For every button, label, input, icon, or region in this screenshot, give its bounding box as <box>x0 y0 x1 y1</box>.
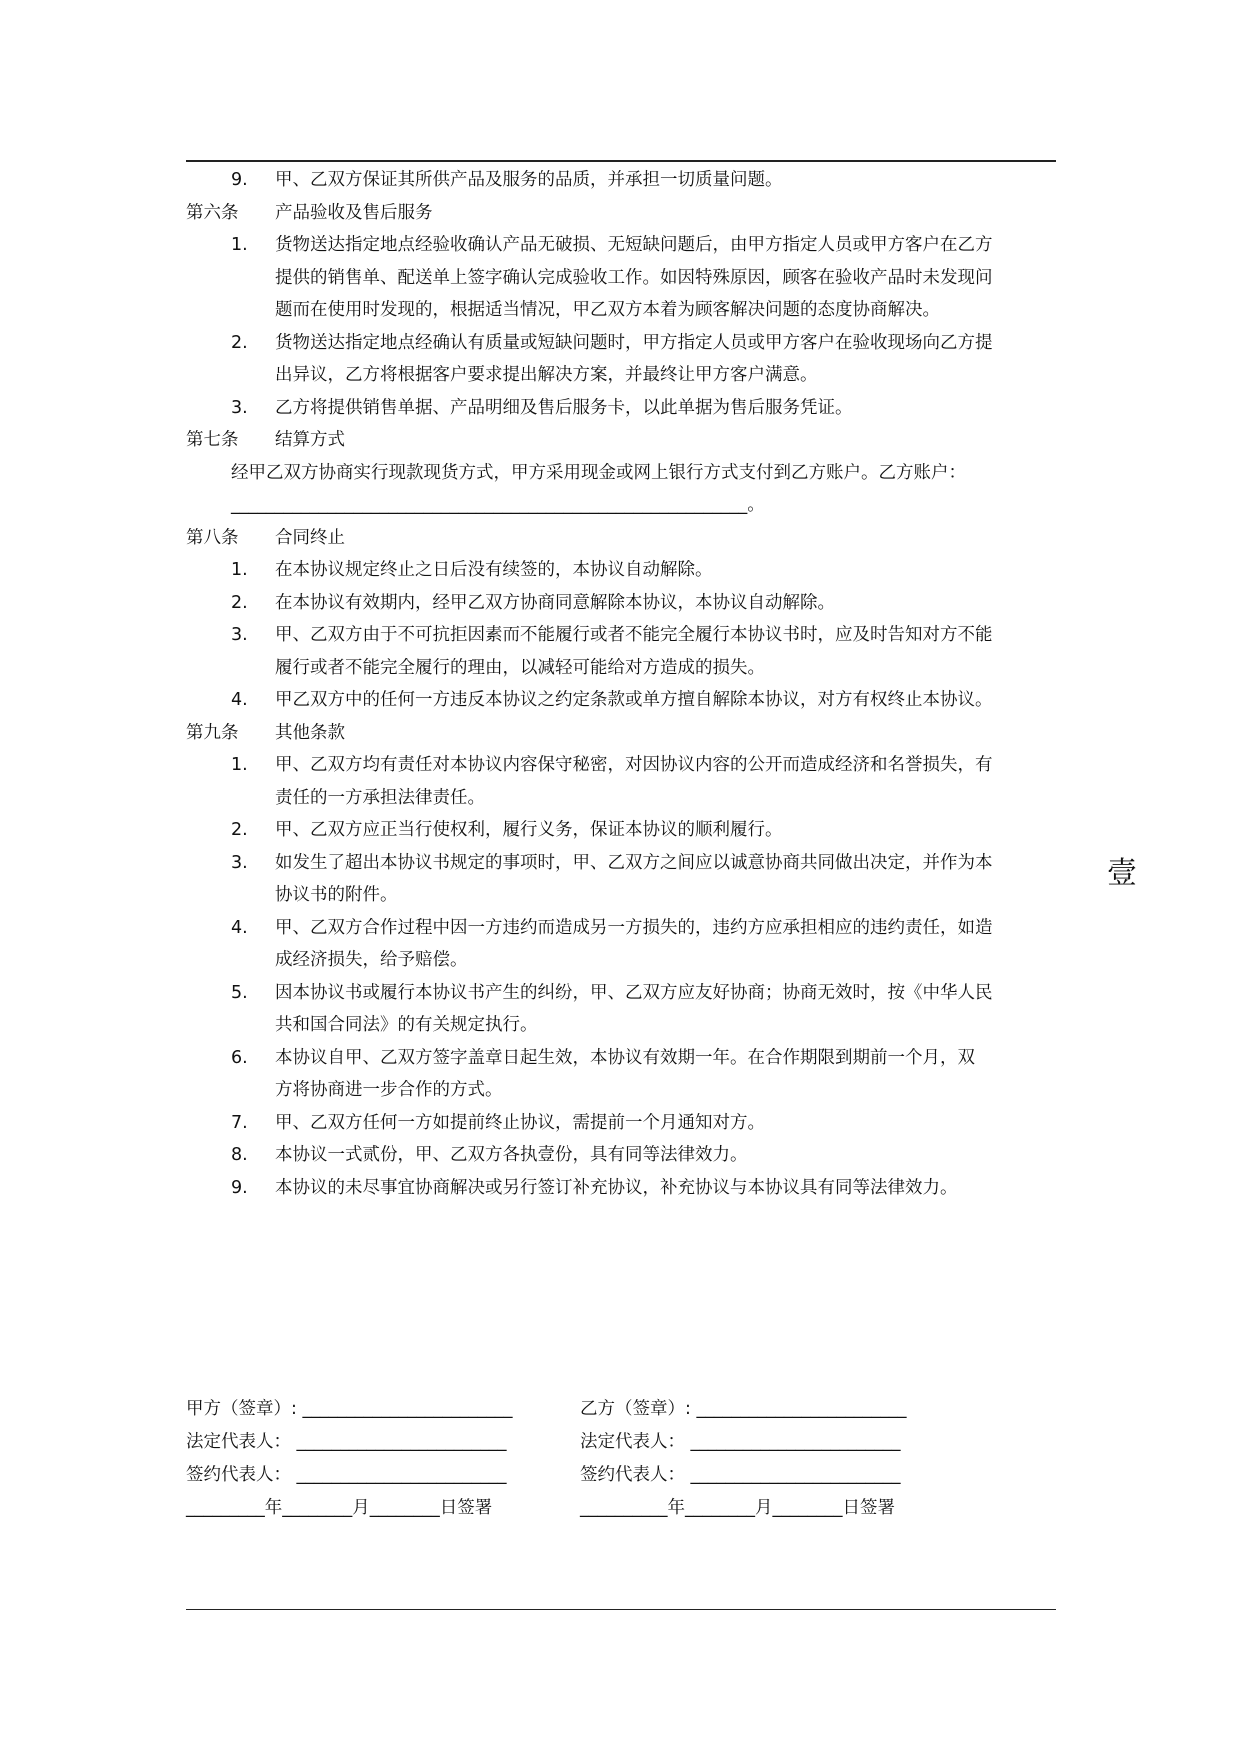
clause-continuation <box>186 359 1058 392</box>
item-number: 3. <box>231 397 248 418</box>
clause-item <box>186 554 1058 587</box>
item-text: 提供的销售单、配送单上签字确认完成验收工作。如因特殊原因，顾客在验收产品时未发现问 <box>275 267 993 288</box>
item-text: 甲、乙双方由于不可抗拒因素而不能履行或者不能完全履行本协议书时，应及时告知对方不能 <box>275 625 993 645</box>
article-number: 第八条 <box>186 527 239 548</box>
article-heading-6 <box>186 197 1058 230</box>
item-text: 因本协议书或履行本协议书产生的纠纷，甲、乙双方应友好协商；协商无效时，按《中华人民 <box>275 982 993 1003</box>
clause-item <box>186 392 1058 425</box>
party-a-legal-rep-field[interactable]: 法定代表人： ________________________ <box>186 1432 507 1452</box>
signature-block-party-b <box>580 1393 906 1525</box>
item-text: 在本协议有效期内，经甲乙双方协商同意解除本协议，本协议自动解除。 <box>275 592 835 613</box>
clause-item <box>186 587 1058 620</box>
party-b-legal-rep-field[interactable]: 法定代表人： ________________________ <box>580 1432 901 1452</box>
article-title: 结算方式 <box>275 430 345 450</box>
item-number: 4. <box>231 690 248 710</box>
clause-continuation <box>186 294 1058 327</box>
item-text: 方将协商进一步合作的方式。 <box>275 1080 503 1100</box>
header-rule <box>186 160 1056 162</box>
item-number: 7. <box>231 1112 248 1133</box>
item-number: 8. <box>231 1145 248 1165</box>
item-text: 货物送达指定地点经确认有质量或短缺问题时，甲方指定人员或甲方客户在验收现场向乙方提 <box>275 332 993 353</box>
clause-item <box>186 1172 1058 1205</box>
item-text: 责任的一方承担法律责任。 <box>275 787 485 808</box>
item-number: 1. <box>231 755 248 775</box>
item-number: 1. <box>231 560 248 580</box>
clause-item <box>186 1139 1058 1172</box>
article-heading-9 <box>186 717 1058 750</box>
party-b-signing-rep-field[interactable]: 签约代表人： ________________________ <box>580 1465 901 1485</box>
clause-continuation <box>186 1009 1058 1042</box>
item-text: 如发生了超出本协议书规定的事项时，甲、乙双方之间应以诚意协商共同做出决定，并作为本 <box>275 852 993 873</box>
party-b-seal-field[interactable]: 乙方（签章）: ________________________ <box>580 1399 907 1419</box>
item-number: 9. <box>231 170 248 190</box>
item-text: 本协议一式贰份，甲、乙双方各执壹份，具有同等法律效力。 <box>275 1145 748 1165</box>
clause-item <box>186 1042 1058 1075</box>
clause-continuation <box>186 1074 1058 1107</box>
item-number: 5. <box>231 982 248 1003</box>
party-b-date-field[interactable]: __________年________月________日签署 <box>580 1498 895 1518</box>
clause-continuation <box>186 782 1058 815</box>
clause-item <box>186 327 1058 360</box>
item-text: 共和国合同法》的有关规定执行。 <box>275 1015 538 1035</box>
item-text: 协议书的附件。 <box>275 885 398 905</box>
item-text: 成经济损失，给予赔偿。 <box>275 950 468 970</box>
clause-continuation <box>186 262 1058 295</box>
article-heading-7 <box>186 424 1058 457</box>
article-heading-8 <box>186 522 1058 555</box>
item-text: 乙方将提供销售单据、产品明细及售后服务卡，以此单据为售后服务凭证。 <box>275 397 853 418</box>
clause-item <box>186 619 1058 652</box>
item-text: 在本协议规定终止之日后没有续签的，本协议自动解除。 <box>275 560 713 580</box>
clause-item <box>186 684 1058 717</box>
payment-paragraph: 经甲乙双方协商实行现款现货方式，甲方采用现金或网上银行方式支付到乙方账户。乙方账户： <box>231 462 966 483</box>
party-a-date-field[interactable]: _________年________月________日签署 <box>186 1498 493 1518</box>
article-number: 第九条 <box>186 722 239 743</box>
party-a-signing-rep-field[interactable]: 签约代表人： ________________________ <box>186 1465 507 1485</box>
item-text: 本协议的未尽事宜协商解决或另行签订补充协议，补充协议与本协议具有同等法律效力。 <box>275 1177 958 1198</box>
item-text: 甲乙双方中的任何一方违反本协议之约定条款或单方擅自解除本协议，对方有权终止本协议。 <box>275 690 993 710</box>
party-a-seal-field[interactable]: 甲方（签章）: ________________________ <box>186 1399 513 1419</box>
item-text: 甲、乙双方应正当行使权利，履行义务，保证本协议的顺利履行。 <box>275 820 783 840</box>
item-text: 货物送达指定地点经验收确认产品无破损、无短缺问题后，由甲方指定人员或甲方客户在乙方 <box>275 235 993 255</box>
item-number: 6. <box>231 1047 248 1068</box>
item-text: 甲、乙双方任何一方如提前终止协议，需提前一个月通知对方。 <box>275 1112 765 1133</box>
clause-continuation <box>186 879 1058 912</box>
signature-block-party-a <box>186 1393 512 1525</box>
article-number: 第六条 <box>186 202 239 223</box>
clause-item <box>186 1107 1058 1140</box>
clause-item <box>186 749 1058 782</box>
account-blank-line: ___________________________________________________________。 <box>231 495 765 515</box>
clause-continuation <box>186 652 1058 685</box>
item-text: 甲、乙双方合作过程中因一方违约而造成另一方损失的，违约方应承担相应的违约责任，如造 <box>275 917 993 938</box>
footer-rule <box>186 1609 1056 1610</box>
clause-item <box>186 814 1058 847</box>
clause-continuation <box>186 944 1058 977</box>
item-number: 3. <box>231 852 248 873</box>
item-text: 甲、乙双方保证其所供产品及服务的品质，并承担一切质量问题。 <box>275 170 783 190</box>
article-number: 第七条 <box>186 430 239 450</box>
item-text: 履行或者不能完全履行的理由，以减轻可能给对方造成的损失。 <box>275 657 765 678</box>
item-number: 3. <box>231 625 248 645</box>
item-text: 甲、乙双方均有责任对本协议内容保守秘密，对因协议内容的公开而造成经济和名誉损失，有 <box>275 755 993 775</box>
clause-item <box>186 164 1058 197</box>
clause-item <box>186 912 1058 945</box>
article-title: 产品验收及售后服务 <box>275 202 433 223</box>
page-side-mark: 壹 <box>1107 856 1137 891</box>
item-number: 2. <box>231 332 248 353</box>
item-number: 4. <box>231 917 248 938</box>
item-text: 出异议，乙方将根据客户要求提出解决方案，并最终让甲方客户满意。 <box>275 365 818 385</box>
clause-item <box>186 229 1058 262</box>
item-number: 9. <box>231 1177 248 1198</box>
contract-body <box>186 164 1058 1204</box>
article-title: 其他条款 <box>275 722 345 743</box>
item-number: 2. <box>231 592 248 613</box>
clause-item <box>186 977 1058 1010</box>
item-number: 2. <box>231 820 248 840</box>
item-text: 本协议自甲、乙双方签字盖章日起生效，本协议有效期一年。在合作期限到期前一个月，双 <box>275 1047 975 1068</box>
article-title: 合同终止 <box>275 527 345 548</box>
item-text: 题而在使用时发现的，根据适当情况，甲乙双方本着为顾客解决问题的态度协商解决。 <box>275 300 940 320</box>
item-number: 1. <box>231 235 248 255</box>
clause-item <box>186 847 1058 880</box>
